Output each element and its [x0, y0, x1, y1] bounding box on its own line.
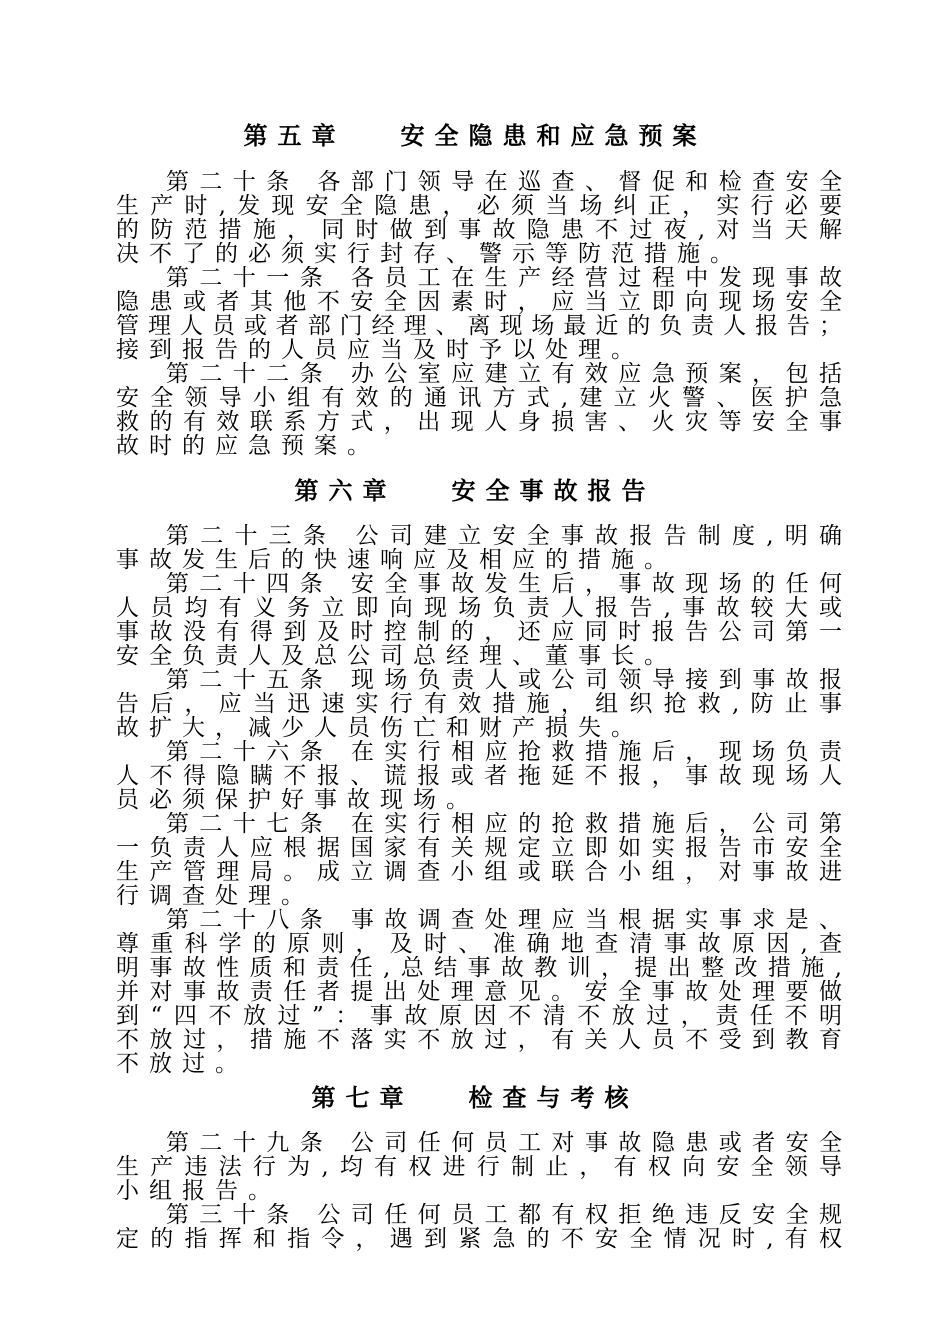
- ch7-line-3: 小组报告。: [116, 1179, 281, 1203]
- ch6-line-19: 明事故性质和责任,总结事故教训，提出整改措施,: [116, 956, 842, 980]
- ch5-line-10: 安全领导小组有效的通讯方式,建立火警、医护急: [116, 386, 842, 410]
- chapter-6-heading: 第六章 安全事故报告: [294, 476, 656, 505]
- ch5-line-1: 第二十条 各部门领导在巡查、督促和检查安全: [166, 170, 842, 194]
- ch6-line-3: 第二十四条 安全事故发生后，事故现场的任何: [166, 572, 842, 596]
- ch6-line-16: 行调查处理。: [116, 884, 314, 908]
- ch6-line-20: 并对事故责任者提出处理意见。安全事故处理要做: [116, 980, 842, 1004]
- ch5-line-11: 救的有效联系方式，出现人身损害、火灾等安全事: [116, 410, 842, 434]
- ch5-line-4: 决不了的必须实行封存、警示等防范措施。: [116, 242, 743, 266]
- ch6-line-12: 员必须保护好事故现场。: [116, 788, 479, 812]
- ch6-line-11: 人不得隐瞒不报、谎报或者拖延不报，事故现场人: [116, 764, 842, 788]
- ch6-line-15: 生产管理局。成立调查小组或联合小组，对事故进: [116, 860, 842, 884]
- ch7-line-4: 第三十条 公司任何员工都有权拒绝违反安全规: [166, 1203, 842, 1227]
- ch7-line-5: 定的指挥和指令，遇到紧急的不安全情况时,有权: [116, 1227, 842, 1251]
- ch6-line-1: 第二十三条 公司建立安全事故报告制度,明确: [166, 524, 842, 548]
- ch6-line-7: 第二十五条 现场负责人或公司领导接到事故报: [166, 668, 842, 692]
- ch6-line-6: 安全负责人及总公司总经理、董事长。: [116, 644, 677, 668]
- ch7-line-1: 第二十九条 公司任何员工对事故隐患或者安全: [166, 1131, 842, 1155]
- ch5-line-12: 故时的应急预案。: [116, 434, 380, 458]
- ch6-line-17: 第二十八条 事故调查处理应当根据实事求是、: [166, 908, 842, 932]
- chapter-7-heading: 第七章 检查与考核: [311, 1083, 639, 1112]
- chapter-5-heading: 第五章 安全隐患和应急预案: [243, 121, 707, 150]
- ch6-line-8: 告后，应当迅速实行有效措施，组织抢救,防止事: [116, 692, 842, 716]
- ch6-line-9: 故扩大，减少人员伤亡和财产损失。: [116, 716, 644, 740]
- ch5-line-5: 第二十一条 各员工在生产经营过程中发现事故: [166, 266, 842, 290]
- ch6-line-23: 不放过。: [116, 1052, 248, 1076]
- ch5-line-3: 的防范措施，同时做到事故隐患不过夜,对当天解: [116, 218, 842, 242]
- ch5-line-9: 第二十二条 办公室应建立有效应急预案，包括: [166, 362, 842, 386]
- ch7-line-2: 生产违法行为,均有权进行制止，有权向安全领导: [116, 1155, 842, 1179]
- ch6-line-18: 尊重科学的原则，及时、准确地查清事故原因,查: [116, 932, 842, 956]
- ch6-line-13: 第二十七条 在实行相应的抢救措施后，公司第: [166, 812, 842, 836]
- ch6-line-5: 事故没有得到及时控制的，还应同时报告公司第一: [116, 620, 842, 644]
- ch6-line-21: 到“四不放过”：事故原因不清不放过，责任不明: [116, 1004, 842, 1028]
- ch5-line-8: 接到报告的人员应当及时予以处理。: [116, 338, 644, 362]
- ch6-line-22: 不放过，措施不落实不放过，有关人员不受到教育: [116, 1028, 842, 1052]
- ch6-line-10: 第二十六条 在实行相应抢救措施后，现场负责: [166, 740, 842, 764]
- ch5-line-7: 管理人员或者部门经理、离现场最近的负责人报告；: [116, 314, 842, 338]
- ch5-line-2: 生产时,发现安全隐患，必须当场纠正，实行必要: [116, 194, 842, 218]
- ch6-line-4: 人员均有义务立即向现场负责人报告,事故较大或: [116, 596, 842, 620]
- ch6-line-14: 一负责人应根据国家有关规定立即如实报告市安全: [116, 836, 842, 860]
- ch5-line-6: 隐患或者其他不安全因素时，应当立即向现场安全: [116, 290, 842, 314]
- ch6-line-2: 事故发生后的快速响应及相应的措施。: [116, 548, 677, 572]
